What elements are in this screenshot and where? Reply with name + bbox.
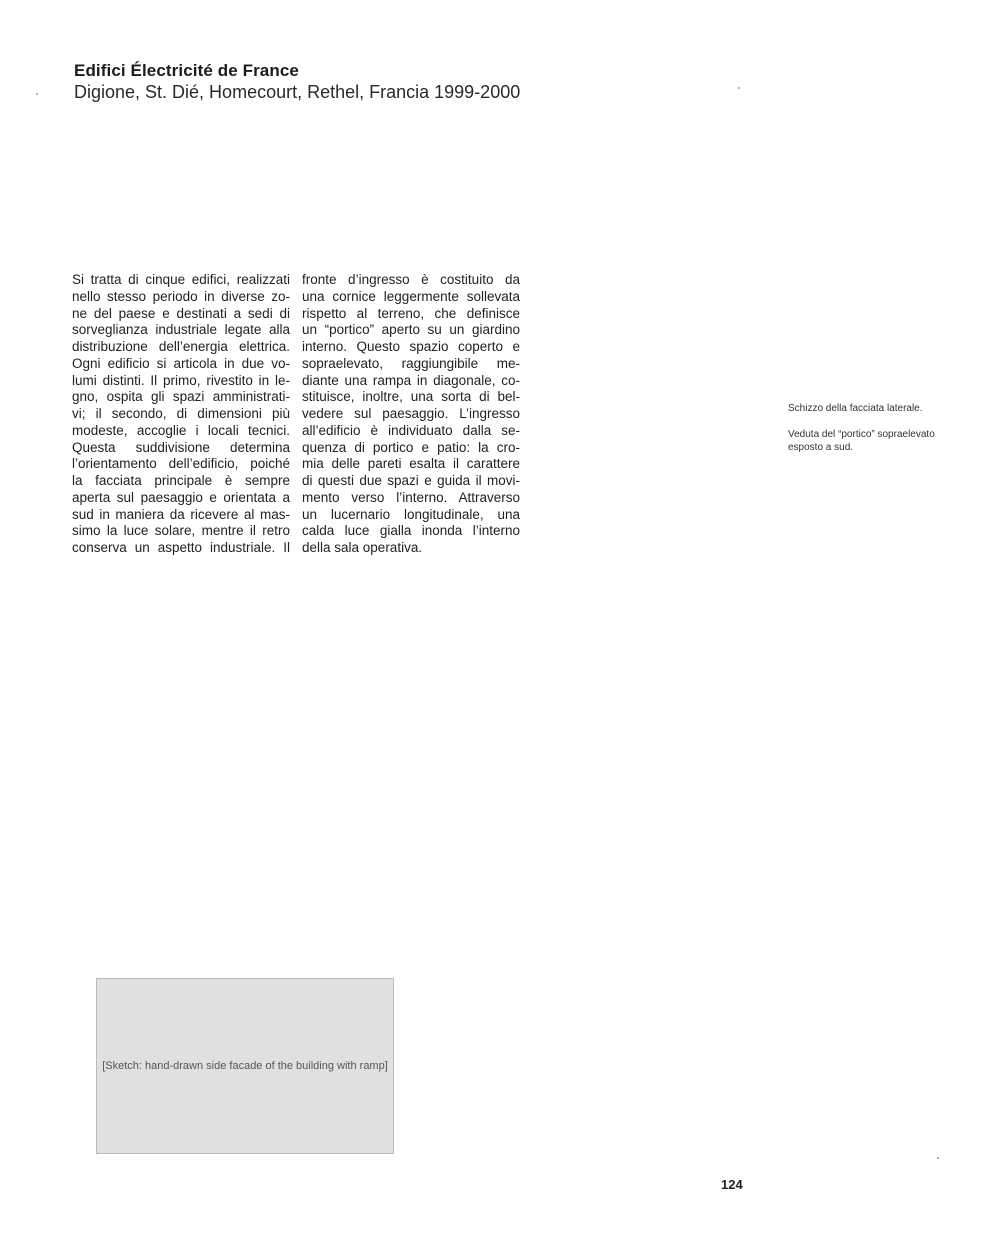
text-line: l’orientamento dell’edificio, poiché xyxy=(72,456,290,472)
text-line: calda luce gialla inonda l’interno xyxy=(302,523,520,539)
page-title: Edifici Électricité de France xyxy=(74,61,299,80)
text-line: rispetto al terreno, che definisce xyxy=(302,305,520,321)
text-line: nello stesso periodo in diverse zo- xyxy=(72,288,290,304)
text-line: un “portico” aperto su un giardino xyxy=(302,322,520,338)
scan-speck xyxy=(738,87,740,89)
text-line: all’edificio è individuato dalla se- xyxy=(302,422,520,438)
text-line: quenza di portico e patio: la cro- xyxy=(302,439,520,455)
text-line: conserva un aspetto industriale. Il xyxy=(72,540,290,555)
text-column-1 xyxy=(72,272,290,557)
text-line: una cornice leggermente sollevata xyxy=(302,288,520,304)
facade-sketch-image xyxy=(96,978,394,1154)
caption-facade-sketch: Schizzo della facciata laterale. xyxy=(788,403,923,414)
text-line: un lucernario longitudinale, una xyxy=(302,506,520,522)
text-line: gno, ospita gli spazi amministrati- xyxy=(72,389,290,405)
text-line: sopraelevato, raggiungibile me- xyxy=(302,355,520,371)
page-number: 124 xyxy=(721,1177,743,1192)
text-line: stituisce, inoltre, una sorta di bel- xyxy=(302,389,520,405)
text-line: della sala operativa. xyxy=(302,540,423,555)
text-line: simo la luce solare, mentre il retro xyxy=(72,523,290,539)
text-line: vi; il secondo, di dimensioni più xyxy=(72,406,290,421)
text-line: aperta sul paesaggio e orientata a xyxy=(72,489,290,505)
sketch-placeholder: [Sketch: hand-drawn side facade of the building with ramp] xyxy=(96,978,394,1154)
text-line: Ogni edificio si articola in due vo- xyxy=(72,355,290,371)
text-line: mento verso l’interno. Attraverso xyxy=(302,489,520,505)
text-line: di questi due spazi e guida il movi- xyxy=(302,473,520,488)
text-line: Questa suddivisione determina xyxy=(72,439,290,455)
scan-speck xyxy=(36,93,38,95)
text-line: Si tratta di cinque edifici, realizzati xyxy=(72,272,290,287)
page-subtitle: Digione, St. Dié, Homecourt, Rethel, Francia 1999-2000 xyxy=(74,82,521,102)
text-line: ne del paese e destinati a sedi di xyxy=(72,305,290,321)
text-line: sud in maniera da ricevere al mas- xyxy=(72,506,290,522)
text-column-2 xyxy=(302,272,520,557)
caption-portico-view: Veduta del “portico” sopraelevato esposto a sud. xyxy=(788,429,935,453)
text-line: mia delle pareti esalta il carattere xyxy=(302,456,520,472)
text-line: lumi distinti. Il primo, rivestito in le- xyxy=(72,372,290,388)
text-line: fronte d’ingresso è costituito da xyxy=(302,272,520,287)
text-line: interno. Questo spazio coperto e xyxy=(302,339,520,354)
text-line: sorveglianza industriale legate alla xyxy=(72,322,290,338)
text-line: diante una rampa in diagonale, co- xyxy=(302,372,520,388)
text-line: la facciata principale è sempre xyxy=(72,473,290,488)
scan-speck xyxy=(937,1157,939,1159)
text-line: vedere sul paesaggio. L’ingresso xyxy=(302,406,520,421)
text-line: distribuzione dell’energia elettrica. xyxy=(72,339,290,354)
text-line: modeste, accoglie i locali tecnici. xyxy=(72,422,290,438)
